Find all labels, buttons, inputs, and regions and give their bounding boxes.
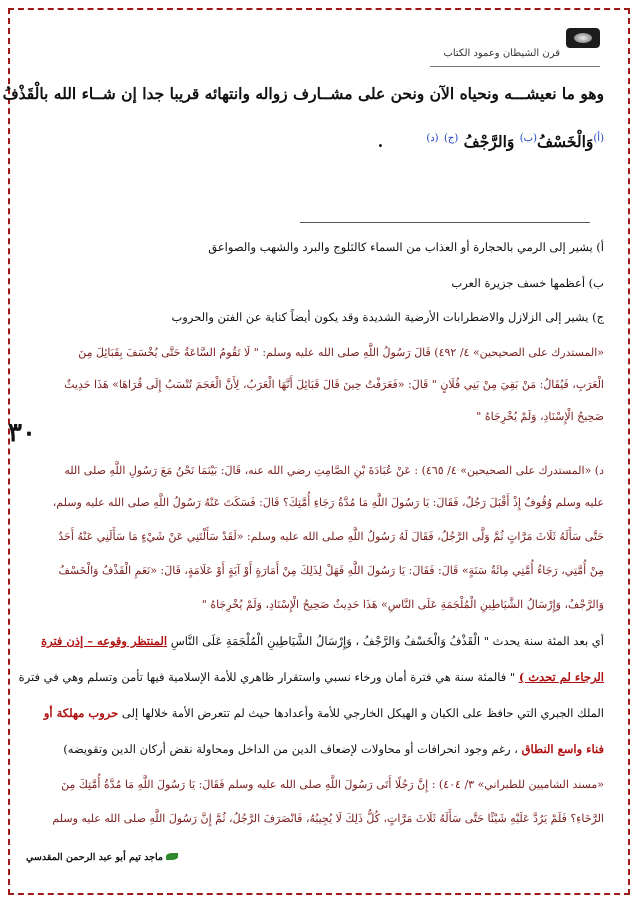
header-divider: [430, 66, 600, 67]
note-c-text: ج) يشير إلى الزلازل والاضطرابات الأرضية الشديدة وقد يكون أيضاً كناية عن الفتن والحروب: [171, 310, 604, 324]
ref-d[interactable]: (د): [426, 132, 439, 144]
note-d-line-5: وَالرَّجْفُ، وَإِرْسَالُ الشَّيَاطِينِ الْمُلْجَمَةِ عَلَى النَّاسِ» هَذَا حَدِيثٌ صَحِيحُ الْإِسْنَادِ، وَلَمْ يُخْرِجَاهُ ": [201, 598, 604, 611]
note-d-line-2: عليه وسلم وُقُوفٌ إِذْ أَقْبَلَ رَجُلٌ، فَقَالَ: يَا رَسُولَ اللَّهِ مَا مُدَّةُ رَجَاءِ أُمَّتِكَ؟ قَالَ: فَسَكَتَ عَنْهُ رَسُولُ اللَّهِ صلى الله عليه وسلم،: [52, 496, 604, 509]
note-e-line-2: [18, 670, 604, 684]
note-c-hadith-2: الْعَرَبِ، فَيُقَالُ: مَنْ بَقِيَ مِنْ بَنِي فُلَانٍ " قَالَ: «فَعَرَفْتُ حِينَ قَالَ قَبَائِلَ أَنَّهَا الْعَرَبُ، لِأَنَّ الْعَجَمَ تُنْسَبُ إِلَى قُرَاهَا» هَذَا حَدِيثٌ: [64, 378, 604, 391]
header: [420, 22, 600, 74]
khasf-word: وَالْخَسْفُ: [537, 132, 594, 151]
note-f-line-1: «مسند الشاميين للطبراني» ٣/ ٤٠٤) : إِنَّ رَجُلًا أَتَى رَسُولَ اللَّهِ صلى الله عليه وسلم فَقَالَ: يَا رَسُولَ اللَّهِ مَا مُدَّةُ أُمَّتِكَ مِنَ: [61, 778, 604, 791]
note-d-line-4: مِنْ أُمَّتِي، رَجَاءُ أُمَّتِي مِائَةُ سَنَةٍ» قَالَ: فَقَالَ: يَا رَسُولَ اللَّهِ فَهَلْ لِذَلِكَ مِنْ أَمَارَةٍ أَوْ آيَةٍ أَوْ عَلَامَةٍ، قَالَ: «نَعَمِ الْقَذْفُ وَالْخَسْفُ: [58, 564, 604, 577]
note-e-text-4: ، رغم وجود انحرافات أو محاولات لإضعاف الدين من الداخل ومحاولة نقض أركان الدين وتقويضه): [63, 742, 518, 756]
note-e-line-3: [36, 706, 604, 720]
note-e-text-3: الملك الجبري التي حافظ على الكيان و الهيكل الخارجي للأمة وأعدادها حيث لم تتعرض الأمة خلالها إلى: [121, 706, 604, 720]
page-number: ٣٠: [8, 418, 36, 448]
note-c-hadith-1: «المستدرك على الصحيحين» ٤/ ٤٩٢) قَالَ رَسُولُ اللَّهِ صلى الله عليه وسلم: " لَا تَقُومُ السَّاعَةُ حَتَّى يُخْسَفَ بِقَبَائِلَ مِنَ: [78, 346, 604, 359]
leaf-icon: [166, 853, 178, 860]
note-d-line-3: حَتَّى سَأَلَهُ ثَلَاثَ مَرَّاتٍ ثُمَّ وَلَّى الرَّجُلُ، فَقَالَ لَهُ رَسُولُ اللَّهِ صلى الله عليه وسلم: «لَقَدْ سَأَلْتَنِي عَنْ شَيْءٍ مَا سَأَلَنِي عَنْهُ أَحَدٌ: [58, 530, 604, 543]
note-b: [36, 276, 604, 290]
rajf-word: وَالرَّجْفُ: [463, 132, 515, 151]
book-logo-icon: [566, 28, 600, 48]
ref-c[interactable]: (ج): [444, 132, 459, 144]
ref-a[interactable]: (أ): [593, 132, 604, 144]
footer-author-text: ماجد تيم أبو عبد الرحمن المقدسي: [26, 852, 163, 863]
note-e-text-2: " فالمئة سنة هي فترة أمان ورخاء نسبي واستقرار ظاهري للأمة الإسلامية فيها تأمن وتسلم وهي في فترة: [18, 670, 516, 684]
note-e-key-4: فناء واسع النطاق: [521, 742, 604, 756]
note-e-text-1: أي بعد المئة سنة يحدث " الْقَذْفُ وَالْخَسْفُ وَالرَّجْفُ ، وَإِرْسَالُ الشَّيَاطِينِ الْمُلْجَمَةِ عَلَى النَّاسِ: [170, 634, 604, 648]
note-c-hadith-3: صَحِيحُ الْإِسْنَادِ، وَلَمْ يُخْرِجَاهُ ": [476, 410, 604, 423]
note-e-line-4: [36, 742, 604, 756]
footnote-divider: [300, 222, 590, 223]
note-e-key-1: المنتظر وقوعه – إذن فترة: [41, 634, 168, 648]
note-e-key-2: الرجاء لم تحدث ): [518, 670, 604, 684]
note-d-line-1: د) «المستدرك على الصحيحين» ٤/ ٤٦٥) : عَنْ عُبَادَةَ بْنِ الصَّامِتِ رضي الله عنه، قَالَ: بَيْنَمَا نَحْنُ مَعَ رَسُولِ اللَّهِ صلى الله: [64, 464, 604, 477]
header-title: قرن الشيطان وعمود الكتاب: [443, 48, 560, 59]
note-a: [36, 240, 604, 254]
note-b-text: ب) أعظمها خسف جزيرة العرب: [451, 276, 604, 290]
note-c: [36, 310, 604, 324]
ref-b[interactable]: (ب): [519, 132, 537, 144]
end-period: .: [377, 132, 384, 151]
note-e-key-3: حروب مهلكة أو: [43, 706, 119, 720]
main-text-line-2: [36, 132, 604, 151]
footer-author: [26, 852, 178, 863]
note-a-text: أ) يشير إلى الرمي بالحجارة أو العذاب من السماء كالثلوج والبرد والشهب والصواعق: [208, 240, 604, 254]
note-f-line-2: الرَّخَاءِ؟ فَلَمْ يَرُدَّ عَلَيْهِ شَيْئًا حَتَّى سَأَلَهُ ثَلَاثَ مَرَّاتٍ، كُلُّ ذَلِكَ لَا يُجِيبُهُ، فَانْصَرَفَ الرَّجُلُ، ثُمَّ إِنَّ رَسُولَ اللَّهِ صلى الله عليه وسلم: [52, 812, 604, 825]
main-text-line-1: وهو ما نعيشـــه ونحياه الآن ونحن على مشــارف زواله وانتهائه قريبا جدا إن شــاء الله بالْقَذْفُ: [2, 84, 604, 103]
note-e-line-1: [36, 634, 604, 648]
